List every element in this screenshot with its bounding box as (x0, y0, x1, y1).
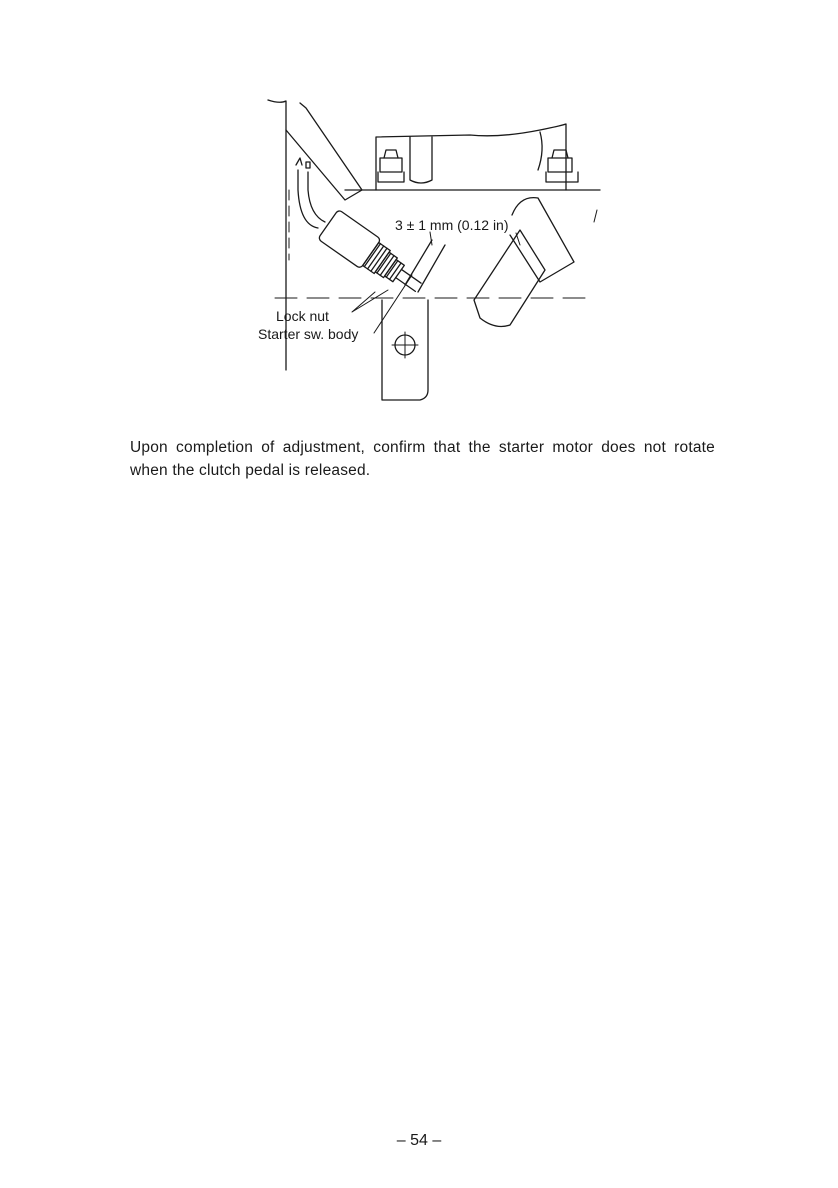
starter-switch-diagram (250, 95, 620, 410)
dimension-label: 3 ± 1 mm (0.12 in) (395, 217, 509, 233)
pivot-cross (392, 332, 418, 358)
page-number: – 54 – (396, 1132, 442, 1149)
bolt-left (378, 150, 404, 182)
lock-nut-label: Lock nut (276, 308, 329, 324)
wire-2 (308, 172, 325, 222)
body-paragraph: Upon completion of adjustment, confirm that the starter motor does not rotate when the clutch pedal is released. (130, 439, 715, 479)
contact-arm (405, 240, 445, 292)
housing-inner (538, 132, 542, 170)
connector-2 (306, 162, 310, 168)
edge-mark (594, 210, 597, 222)
connector-1 (296, 158, 302, 165)
housing-bracket (410, 137, 432, 183)
starter-body-label: Starter sw. body (258, 326, 359, 342)
bolt-right (546, 150, 578, 182)
dim-leader (430, 232, 520, 245)
starter-leader (374, 275, 412, 333)
